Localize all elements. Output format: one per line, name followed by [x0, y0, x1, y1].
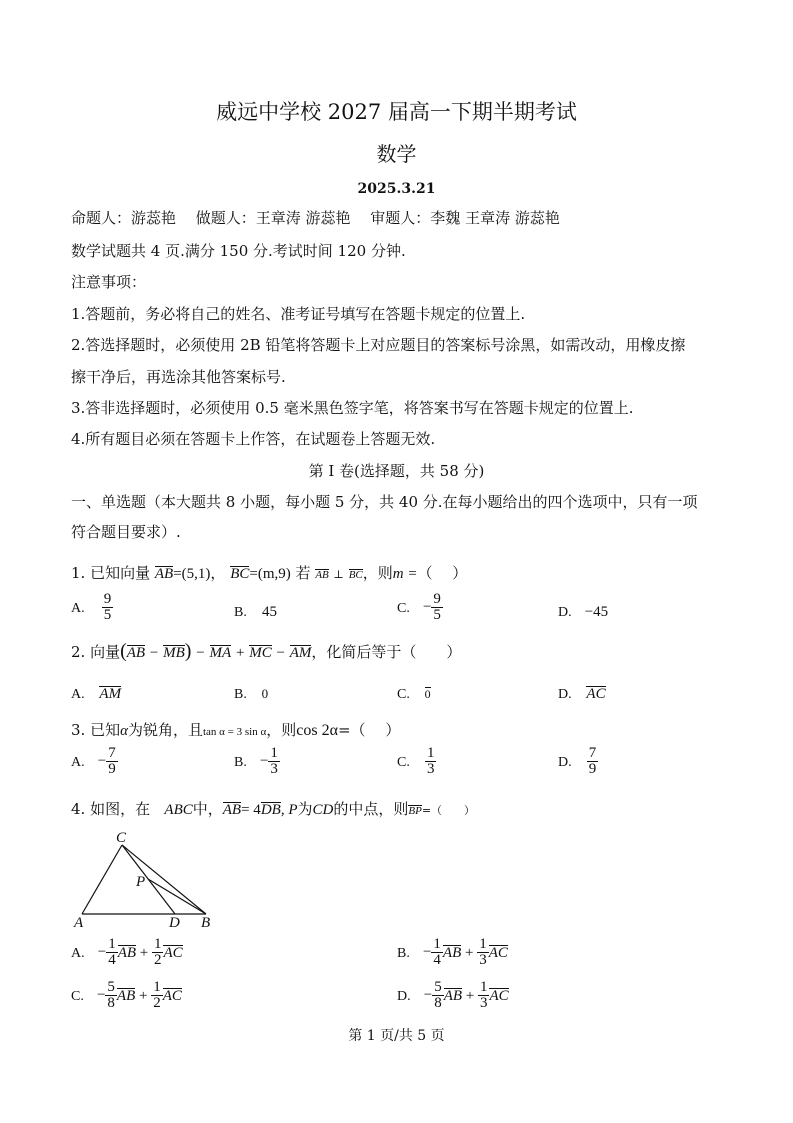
q3-ask: cos 2α	[296, 722, 338, 739]
numerator: 1	[433, 936, 441, 952]
numerator: 9	[433, 591, 441, 607]
zero-vector: 0	[424, 687, 431, 701]
vector-ac: AC	[163, 945, 183, 961]
denominator: 9	[588, 761, 597, 777]
vector-bp: BP	[408, 805, 422, 817]
denominator: 3	[426, 761, 435, 777]
q3-acute: 为锐角，且	[127, 721, 203, 739]
label-p: P	[136, 874, 146, 890]
option-value: −45	[584, 604, 609, 620]
option-letter: D.	[558, 755, 572, 770]
segment-cd: CD	[312, 802, 334, 818]
triangle-figure	[70, 828, 220, 930]
side-bc	[122, 845, 206, 914]
fraction	[106, 937, 118, 968]
q3-then: ，则	[266, 721, 297, 739]
numerator: 1	[108, 936, 116, 952]
fraction	[105, 980, 117, 1011]
denominator: 5	[433, 607, 441, 623]
vector-ab: AB	[154, 566, 174, 582]
numerator: 1	[479, 936, 487, 952]
q4-eq: = 4	[241, 802, 261, 818]
notice-item-2: 2.答选择题时，必须使用 2B 铅笔将答题卡上对应题目的答案标号涂黑，如需改动，用橡皮擦	[71, 336, 686, 354]
fraction	[478, 980, 490, 1011]
denominator: 2	[153, 995, 161, 1011]
q1-bc-value: =(m,9)	[249, 566, 291, 582]
minus-sign: −	[259, 753, 269, 769]
denominator: 8	[434, 995, 442, 1011]
numerator: 5	[107, 979, 115, 995]
q1-lead: 1. 已知向量	[71, 564, 151, 582]
option-letter: D.	[558, 605, 572, 620]
q4-lead: 4. 如图，在	[71, 800, 151, 818]
numerator: 7	[588, 745, 597, 761]
vector-bc: BC	[230, 566, 250, 582]
fraction	[151, 980, 163, 1011]
q1-m: m =	[392, 566, 418, 582]
minus-sign: −	[423, 987, 433, 1003]
perp-symbol: ⊥	[333, 568, 344, 581]
vector-ma: MA	[209, 645, 232, 661]
fraction	[152, 937, 164, 968]
denominator: 5	[103, 607, 112, 623]
label-d: D	[169, 915, 180, 930]
q1-then: ，则	[362, 564, 393, 582]
notice-item-3: 3.答非选择题时，必须使用 0.5 毫米黑色签字笔，将答案书写在答题卡规定的位置上.	[71, 399, 634, 417]
denominator: 3	[479, 995, 488, 1011]
point-p: , P	[280, 802, 298, 818]
option-letter: A.	[71, 946, 85, 961]
q3-option-d	[558, 746, 598, 777]
exam-title: 威远中学校 2027 届高一下期半期考试	[216, 100, 577, 124]
numerator: 9	[103, 591, 112, 607]
q2-option-a	[71, 684, 121, 703]
fraction	[587, 746, 599, 777]
vector-ab: AB	[222, 802, 242, 818]
q4-option-d: D. − $\frac{5}{8}$ AB + $\frac{1}{3}$ AC	[397, 979, 509, 1011]
vector-am: AM	[99, 686, 122, 702]
q3-option-c	[397, 746, 436, 777]
q2-tail: ，化简后等于（ ）	[311, 643, 462, 661]
vector-bc-small: BC	[348, 569, 363, 581]
paren-open: (	[120, 640, 127, 662]
q4-option-b: B. − $\frac{1}{4}$ AB + $\frac{1}{3}$ AC	[397, 936, 508, 968]
vector-ac: AC	[162, 988, 182, 1004]
option-letter: C.	[397, 687, 410, 702]
vector-ac: AC	[489, 988, 509, 1004]
segment-pb	[148, 879, 206, 914]
section-heading-line1: 一、单选题（本大题共 8 小题，每小题 5 分，共 40 分.在每小题给出的四个选项中，只有一项	[71, 493, 698, 511]
paren-close: )	[184, 640, 192, 662]
vector-ab-small: AB	[315, 569, 329, 581]
numerator: 1	[270, 745, 278, 761]
option-letter: B.	[234, 605, 247, 620]
denominator: 4	[108, 952, 116, 968]
option-value: 0	[261, 686, 269, 701]
q2-option-d	[558, 684, 606, 703]
vector-ab: AB	[442, 945, 462, 961]
denominator: 9	[108, 761, 116, 777]
vector-am: AM	[289, 645, 312, 661]
denominator: 8	[107, 995, 115, 1011]
vector-ab: AB	[117, 945, 137, 961]
minus-sign: −	[422, 599, 432, 615]
vector-ac: AC	[488, 945, 508, 961]
minus-sign: −	[422, 944, 432, 960]
numerator: 5	[434, 979, 442, 995]
option-letter: C.	[397, 601, 410, 616]
q4-option-c: C. − $\frac{5}{8}$ AB + $\frac{1}{2}$ AC	[71, 979, 182, 1011]
q4-mid: 的中点，则	[333, 800, 409, 818]
q2-option-c	[397, 684, 431, 703]
question-1: 1. 已知向量 AB=(5,1)， BC=(m,9) 若 AB ⊥ BC，则m =（ ）	[71, 564, 468, 582]
fraction	[432, 980, 444, 1011]
option-letter: C.	[71, 989, 84, 1004]
fraction	[431, 592, 443, 623]
numerator: 1	[153, 936, 162, 952]
alpha-symbol: α	[120, 723, 128, 739]
minus-sign: −	[97, 753, 107, 769]
q3-paren: =（ ）	[337, 721, 401, 739]
option-letter: D.	[397, 989, 411, 1004]
q1-option-c	[397, 592, 443, 623]
q2-option-b	[234, 684, 268, 703]
option-letter: A.	[71, 601, 85, 616]
option-letter: A.	[71, 755, 85, 770]
subject-title: 数学	[376, 142, 417, 166]
question-2: 2. 向量(AB − MB) − MA + MC − AM，化简后等于（ ）	[71, 640, 462, 662]
q4-in: 中，	[192, 800, 223, 818]
q1-option-b	[234, 601, 277, 621]
q3-option-b	[234, 746, 280, 777]
part1-title: 第 I 卷(选择题，共 58 分)	[308, 462, 485, 480]
numerator: 1	[426, 745, 435, 761]
notice-item-2-cont: 擦干净后，再选涂其他答案标号.	[71, 368, 286, 386]
fraction	[106, 746, 118, 777]
q4-option-a: A. − $\frac{1}{4}$ AB + $\frac{1}{2}$ AC	[71, 936, 183, 968]
fraction	[425, 746, 437, 777]
triangle-abc: ABC	[164, 802, 193, 818]
vector-ac: AC	[586, 686, 606, 702]
section-heading-line2: 符合题目要求）.	[71, 523, 181, 541]
q1-ab-value: =(5,1)	[173, 566, 211, 582]
label-b: B	[201, 915, 211, 930]
fraction	[102, 592, 114, 623]
q3-lead: 3. 已知	[71, 721, 121, 739]
notice-item-1: 1.答题前，务必将自己的姓名、准考证号填写在答题卡规定的位置上.	[71, 305, 526, 323]
vector-db: DB	[260, 802, 281, 818]
q2-lead: 2. 向量	[71, 643, 121, 661]
q4-paren: =（ ）	[421, 804, 476, 817]
fraction	[431, 937, 443, 968]
label-c: C	[116, 830, 127, 846]
numerator: 1	[479, 979, 488, 995]
notice-item-4: 4.所有题目必须在答题卡上作答，在试题卷上答题无效.	[71, 430, 436, 448]
q3-condition: tan α = 3 sin α	[202, 726, 267, 738]
q1-if: 若	[295, 564, 311, 582]
vector-ab: AB	[116, 988, 136, 1004]
numerator: 1	[153, 979, 161, 995]
denominator: 2	[153, 952, 162, 968]
page-footer: 第 1 页/共 5 页	[348, 1028, 445, 1044]
vector-mc: MC	[249, 645, 272, 661]
exam-info: 数学试题共 4 页.满分 150 分.考试时间 120 分钟.	[71, 242, 406, 260]
option-letter: C.	[397, 755, 410, 770]
authors-line: 命题人：游蕊艳 做题人：王章涛 游蕊艳 审题人：李魏 王章涛 游蕊艳	[71, 209, 560, 227]
question-3	[71, 719, 400, 740]
vector-mb: MB	[163, 645, 185, 661]
fraction	[477, 937, 489, 968]
side-ac	[82, 845, 122, 914]
minus-sign: −	[97, 944, 107, 960]
denominator: 3	[479, 952, 487, 968]
vector-ab: AB	[443, 988, 463, 1004]
q4-midof: 为	[297, 800, 313, 818]
option-letter: B.	[397, 946, 410, 961]
option-letter: B.	[234, 755, 247, 770]
label-a: A	[74, 915, 84, 930]
q1-paren: （ ）	[417, 564, 468, 582]
notice-heading: 注意事项：	[71, 273, 147, 291]
option-letter: A.	[71, 687, 85, 702]
denominator: 4	[433, 952, 441, 968]
option-letter: B.	[234, 687, 247, 702]
denominator: 3	[270, 761, 278, 777]
q3-option-a	[71, 746, 118, 777]
option-value: 45	[261, 604, 277, 620]
option-letter: D.	[558, 687, 572, 702]
fraction	[268, 746, 280, 777]
q1-option-a	[71, 592, 113, 623]
exam-date: 2025.3.21	[357, 181, 436, 197]
vector-ab: AB	[126, 645, 146, 661]
minus-sign: −	[96, 987, 106, 1003]
q1-option-d	[558, 601, 608, 621]
question-4	[71, 798, 475, 819]
numerator: 7	[108, 745, 116, 761]
